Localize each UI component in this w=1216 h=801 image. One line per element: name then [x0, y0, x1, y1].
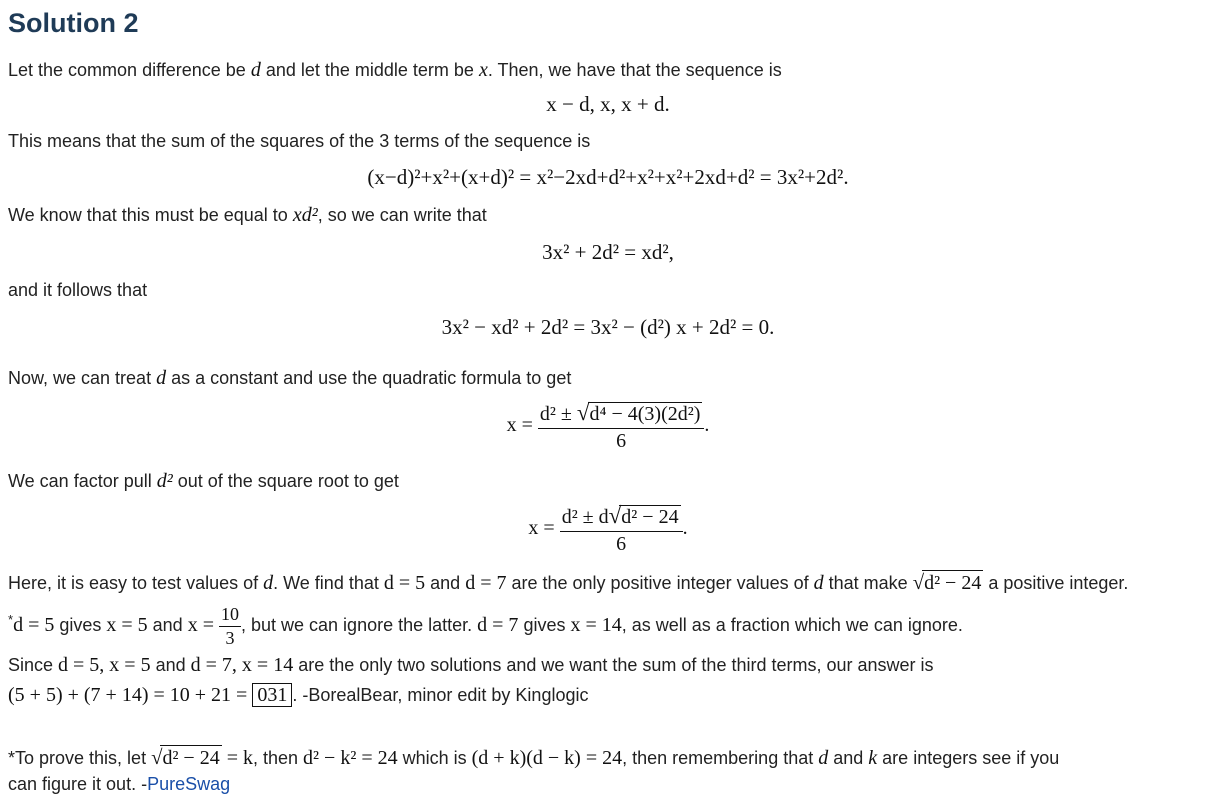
math-d: d — [156, 367, 167, 389]
text: that make — [823, 573, 913, 593]
text: are the only positive integer values of — [506, 573, 814, 593]
math-period: . — [682, 517, 688, 540]
fraction-denominator: 6 — [616, 533, 627, 555]
text: , then — [253, 748, 304, 768]
text: , as well as a fraction which we can ignore. — [621, 615, 963, 635]
text: gives — [518, 615, 571, 635]
user-link-pureswag[interactable]: PureSwag — [147, 774, 231, 794]
equation-formula — [8, 400, 1208, 453]
fraction-denominator: 3 — [225, 628, 235, 649]
text: and — [150, 655, 191, 675]
fraction-denominator: 6 — [616, 430, 627, 452]
text: d² ± d — [561, 506, 609, 528]
math-period: . — [704, 414, 710, 437]
math: x = — [187, 614, 214, 636]
text: and let the middle term be — [260, 60, 479, 80]
math-x: x — [478, 59, 488, 81]
text: . We find that — [273, 573, 384, 593]
math: d = 5, x = 5 — [58, 654, 151, 676]
text: , then remembering that — [622, 748, 819, 768]
math: x = 5 — [106, 614, 148, 636]
text: We know that this must be equal to — [8, 205, 293, 225]
math-d2: d² — [156, 470, 173, 492]
text: , so we can write that — [317, 205, 487, 225]
text: a positive integer. — [983, 573, 1129, 593]
text: which is — [397, 748, 472, 768]
text: out of the square root to get — [172, 471, 399, 491]
fraction-numerator — [560, 503, 683, 532]
text: Since — [8, 655, 59, 675]
footnote-marker: * — [8, 612, 14, 627]
text: d² ± — [539, 403, 577, 425]
text: *To prove this, let — [8, 748, 152, 768]
radicand: d⁴ − 4(3)(2d²) — [589, 403, 701, 425]
text: Let the common difference be — [8, 60, 251, 80]
equation-setup: 3x² + 2d² = xd², — [542, 240, 674, 264]
equation-simplified — [8, 503, 1208, 556]
radical-sign-icon: √ — [576, 400, 590, 425]
footnote-proof-end — [8, 772, 230, 796]
text: and — [147, 615, 188, 635]
footnote-proof — [8, 745, 1059, 770]
math: = k — [221, 747, 253, 769]
math: d — [813, 572, 824, 594]
radical-sign-icon: √ — [912, 572, 925, 594]
fraction — [538, 400, 705, 453]
text: and — [425, 573, 466, 593]
math: d² − k² = 24 — [303, 747, 398, 769]
paragraph-values — [8, 598, 963, 648]
math-xd2: xd² — [292, 204, 318, 226]
text: are the only two solutions and we want the sum of the third terms, our answer is — [293, 655, 934, 675]
math: d — [263, 572, 274, 594]
math: k — [868, 747, 878, 769]
math-lhs: x = — [506, 414, 533, 437]
text: , but we can ignore the latter. — [241, 615, 478, 635]
math-lhs: x = — [528, 517, 555, 540]
equation-expansion: (x−d)²+x²+(x+d)² = x²−2xd+d²+x²+x²+2xd+d² = 3x²+2d². — [367, 165, 849, 189]
math: (5 + 5) + (7 + 14) = 10 + 21 = — [8, 684, 253, 706]
author-credit: . -BorealBear, minor edit by Kinglogic — [292, 685, 589, 705]
equation-sequence: x − d, x, x + d. — [546, 92, 670, 116]
math: d = 5 — [13, 614, 55, 636]
paragraph-factor — [8, 469, 399, 493]
solution-heading: Solution 2 — [8, 8, 139, 38]
math: x = 14 — [570, 614, 622, 636]
math: d = 5 — [383, 572, 426, 594]
paragraph-equal-to — [8, 203, 487, 227]
paragraph-sum-squares: This means that the sum of the squares of the 3 terms of the sequence is — [8, 131, 591, 151]
paragraph-quadratic-formula — [8, 366, 571, 390]
fraction-numerator: 10 — [219, 604, 241, 627]
text: gives — [54, 615, 107, 635]
text: are integers see if you — [877, 748, 1060, 768]
paragraph-solutions — [8, 653, 934, 677]
text: . Then, we have that the sequence is — [487, 60, 782, 80]
text: Now, we can treat — [8, 368, 157, 388]
math: d = 7 — [477, 614, 519, 636]
paragraph-intro — [8, 58, 782, 82]
fraction-numerator — [538, 400, 705, 429]
radical-sign-icon: √ — [608, 503, 622, 528]
text: and — [828, 748, 869, 768]
equation-quadratic: 3x² − xd² + 2d² = 3x² − (d²) x + 2d² = 0. — [441, 315, 775, 339]
paragraph-answer — [8, 683, 588, 707]
boxed-answer: 031 — [252, 683, 292, 707]
radicand: d² − 24 — [924, 572, 982, 594]
math: d = 7, x = 14 — [190, 654, 294, 676]
math: d = 7 — [465, 572, 507, 594]
fraction — [219, 604, 241, 648]
fraction — [560, 503, 683, 556]
text: can figure it out. - — [8, 774, 148, 794]
text: We can factor pull — [8, 471, 157, 491]
paragraph-follows: and it follows that — [8, 280, 148, 300]
radical-sign-icon: √ — [151, 747, 163, 769]
radicand: d² − 24 — [162, 747, 220, 769]
radicand: d² − 24 — [621, 506, 679, 528]
math: (d + k)(d − k) = 24 — [471, 747, 623, 769]
math: d — [818, 747, 829, 769]
text: Here, it is easy to test values of — [8, 573, 264, 593]
text: as a constant and use the quadratic formula to get — [166, 368, 572, 388]
paragraph-test-values — [8, 570, 1128, 595]
math-d: d — [250, 59, 261, 81]
